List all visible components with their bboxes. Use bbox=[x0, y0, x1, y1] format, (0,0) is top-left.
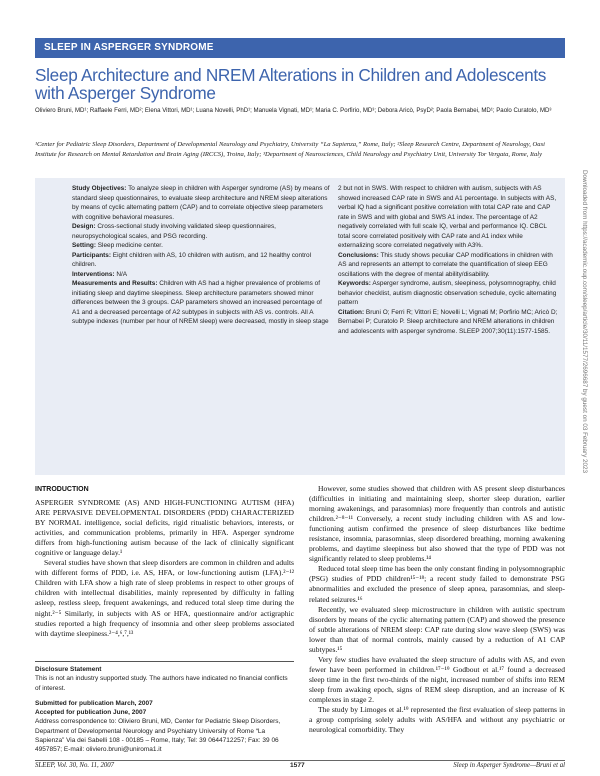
page-number: 1577 bbox=[290, 762, 305, 769]
abstract-text: Eight children with AS, 10 children with autism, and 12 healthy control children. bbox=[72, 251, 312, 268]
body-right-column bbox=[309, 484, 565, 735]
abstract-text: Sleep medicine center. bbox=[95, 242, 163, 249]
divider bbox=[35, 661, 294, 662]
article-title: Sleep Architecture and NREM Alterations in Children and Adolescents with Asperger Syndrome bbox=[35, 65, 547, 103]
section-heading: INTRODUCTION bbox=[35, 486, 89, 493]
journal-citation: SLEEP, Vol. 30, No. 11, 2007 bbox=[35, 762, 115, 769]
abstract-box bbox=[35, 178, 565, 475]
abstract-text: To analyze sleep in children with Asperger syndrome (AS) by means of standard sleep questionnaires, to evaluate sleep architecture and NREM sleep alterations by means of cyclic alternating pattern (CAP) and to correlate objective sleep parameters with cognitive behavioral measures. bbox=[72, 185, 330, 221]
disclosure-text: This is not an industry supported study. The authors have indicated no financial conflicts of interest. bbox=[35, 675, 288, 692]
abstract-paragraph bbox=[338, 308, 558, 337]
abstract-paragraph bbox=[72, 270, 331, 280]
abstract-paragraph bbox=[338, 184, 558, 251]
abstract-label: Measurements and Results: bbox=[72, 280, 158, 287]
abstract-left-column bbox=[72, 184, 331, 327]
body-paragraph: However, some studies showed that children with AS present sleep disturbances (difficulties in initiating and maintaining sleep, shorter sleep duration, earlier morning awakenings, and parasomnias) more frequently than controls and autistic children.²⁻⁸⁻¹¹ Conversely, a recent study including children with AS and low-functioning autism confirmed the presence of sleep disturbances like bedtime resistance, insomnia, parasomnias, sleep disordered breathing, morning awakening problems, and daytime sleepiness but also showed that the type of PDD was not significantly related to sleep problems.¹⁴ bbox=[309, 484, 565, 564]
running-title: Sleep in Asperger Syndrome—Bruni et al bbox=[453, 762, 565, 769]
body-paragraph: Several studies have shown that sleep disorders are common in children and adults with different forms of PDD, i.e. AS, HFA, or low-functioning autism (LFA).²⁻¹² Children with LFA show a high rate of sleep problems in respect to other groups of children with intellectual disabilities, mainly represented by difficulty in falling asleep, restless sleep, frequent awakenings, and reduced total sleep time during the night.²⁻⁵ Similarly, in subjects with AS or HFA, questionnaire and/or actigraphic studies reported a high frequency of insomnia and other sleep problems associated with daytime sleepiness.²⁻⁴,⁶,⁷,¹³ bbox=[35, 558, 294, 638]
body-left-column bbox=[35, 485, 294, 639]
abstract-paragraph bbox=[338, 279, 558, 308]
abstract-label: Setting: bbox=[72, 242, 96, 249]
body-paragraph: Reduced total sleep time has been the only constant finding in polysomnographic (PSG) studies of PDD children¹⁵⁻¹⁸; a recent study failed to demonstrate PSG abnormalities and excluded the presence of sleep apnea, parasomnias, and sleep-related seizures.¹⁶ bbox=[309, 564, 565, 604]
affiliations: ¹Center for Pediatric Sleep Disorders, Department of Developmental Neurology and Psychiatry, University “La Sapienza,” Rome, Italy; ²Sleep Research Centre, Department of Neurology, Oasi Institute for Research on Mental Retardation and Brain Aging (IRCCS), Troina, Italy; ³Department of Neurosciences, Child Neurology and Psychiatry Unit, University Tor Vergata, Rome, Italy bbox=[35, 141, 545, 158]
abstract-paragraph bbox=[72, 251, 331, 270]
abstract-paragraph bbox=[72, 279, 331, 327]
section-banner: SLEEP IN ASPERGER SYNDROME bbox=[35, 38, 565, 58]
abstract-label: Design: bbox=[72, 223, 96, 230]
body-paragraph: The study by Limoges et al.¹⁹ represented the first evaluation of sleep patterns in a group comprising solely adults with AS/HFA and without any psychiatric or neurological comorbidity. They bbox=[309, 705, 565, 735]
body-paragraph: ASPERGER SYNDROME (AS) AND HIGH-FUNCTIONING AUTISM (HFA) ARE PERVASIVE DEVELOPMENTAL DISORDERS (PDD) CHARACTERIZED BY NORMAL intelligence, social deficits, rigid ritualistic behaviors, interests, or activities, and communication problems, primarily in HFA. Asperger syndrome differs from high-functioning autism because of the lack of clinically significant cognitive or language delay.¹ bbox=[35, 498, 294, 558]
correspondence-address: Address correspondence to: Oliviero Bruni, MD, Center for Pediatric Sleep Disorders, Department of Developmental Neurology and Psychiatry University of Rome “La Sapienza” Via dei Sabelli 108 - 00185 – Rome, Italy; Tel: 39 0644712257; Fax: 39 06 4957857; E-mail: oliviero.bruni@uniroma1.it bbox=[35, 718, 281, 754]
abstract-paragraph bbox=[72, 184, 331, 222]
abstract-label: Interventions: bbox=[72, 270, 115, 278]
abstract-label: Conclusions: bbox=[338, 251, 379, 259]
abstract-text: 2 but not in SWS. With respect to children with autism, subjects with AS showed increased CAP rate in SWS and A1 percentage. In subjects with AS, verbal IQ had a significant positive correlation with total CAP rate and CAP rate in SWS and with global and SWS A1 index. The percentage of A2 negatively correlated with full scale IQ, verbal and performance IQ. CBCL total score correlated positively with CAP rate and A1 index while externalizing score correlated negatively with A3%. bbox=[338, 185, 557, 249]
accepted-date: Accepted for publication June, 2007 bbox=[35, 709, 147, 717]
abstract-label: Citation: bbox=[338, 308, 365, 316]
abstract-text: Children with AS had a higher prevalence of problems of initiating sleep and daytime sleepiness. Sleep architecture parameters showed minor differences between the 3 groups. CAP parameters showed an increased percentage of A1 and a decreased percentage of A2 subtypes in subjects with AS vs. controls. All A subtype indexes (number per hour of NREM sleep) were decreased, mostly in sleep stage bbox=[72, 280, 329, 325]
disclosure-block bbox=[35, 661, 294, 755]
abstract-paragraph bbox=[338, 251, 558, 280]
abstract-text: Asperger syndrome, autism, sleepiness, polysomnography, child behavior checklist, autism diagnostic observation schedule, cyclic alternating pattern bbox=[338, 280, 557, 306]
abstract-label: Keywords: bbox=[338, 280, 371, 287]
disclosure-heading: Disclosure Statement bbox=[35, 666, 102, 673]
abstract-paragraph bbox=[72, 241, 331, 251]
download-watermark: Downloaded from https://academic.oup.com/sleep/article/30/11/1577/2696687 by guest on 03 February 2023 bbox=[581, 170, 588, 474]
submitted-date: Submitted for publication March, 2007 bbox=[35, 699, 153, 707]
abstract-label: Study Objectives: bbox=[72, 185, 127, 192]
body-paragraph: Recently, we evaluated sleep microstructure in children with autistic spectrum disorders by means of the cyclic alternating pattern (CAP) and showed the presence of subtle alterations of NREM sleep: CAP rate during slow wave sleep (SWS) was lower than that of normal controls, mainly caused by a reduction of A1 CAP subtypes.¹⁵ bbox=[309, 604, 565, 654]
abstract-paragraph bbox=[72, 222, 331, 241]
author-list: Oliviero Bruni, MD¹; Raffaele Ferri, MD²; Elena Vittori, MD¹; Luana Novelli, PhD¹; Manuela Vignati, MD¹; Maria C. Porfirio, MD³; Debora Aricò, PsyD²; Paola Bernabei, MD¹; Paolo Curatolo, MD³ bbox=[35, 107, 552, 114]
abstract-label: Participants: bbox=[72, 251, 111, 259]
body-paragraph: Very few studies have evaluated the sleep structure of adults with AS, and even fewer have been performed in children.¹⁷⁻¹⁹ Godbout et al.¹⁷ found a decreased sleep time in the first two-thirds of the night, increased number of shifts into REM sleep from awaking epoch, signs of REM sleep disruption, and an increase of K complexes in stage 2. bbox=[309, 654, 565, 704]
abstract-text: N/A bbox=[114, 270, 128, 278]
abstract-text: This study shows peculiar CAP modifications in children with AS and represents an attempt to correlate the quantification of sleep EEG oscillations with the degree of mental ability/disability. bbox=[338, 251, 553, 278]
abstract-right-column bbox=[338, 184, 558, 336]
abstract-text: Bruni O; Ferri R; Vittori E; Novelli L; Vignati M; Porfirio MC; Aricò D; Bernabei P; Curatolo P. Sleep architecture and NREM alterations in children and adolescents with asperger syndrome. SLEEP 2007;30(11):1577-1585. bbox=[338, 308, 558, 335]
abstract-text: Cross-sectional study involving validated sleep questionnaires, neuropsychological scales, and PSG recording. bbox=[72, 223, 276, 240]
